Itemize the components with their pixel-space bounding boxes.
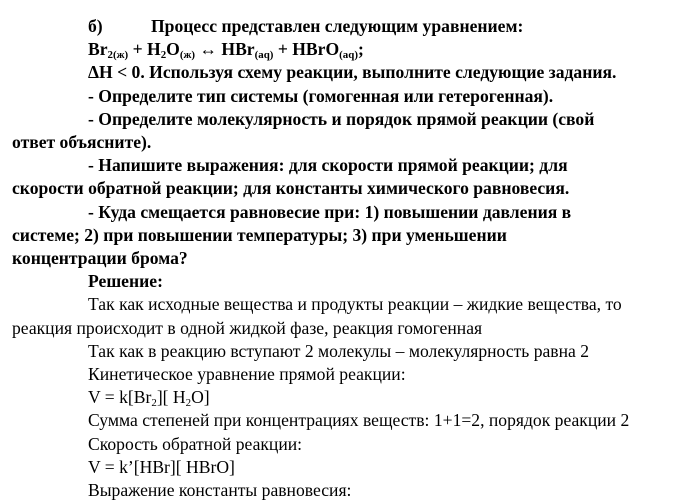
question-rate-expressions: - Напишите выражения: для скорости прямой реакции; для (88, 155, 568, 176)
eq-h2o-o: O (166, 39, 180, 60)
solution-paragraph-phase: Так как исходные вещества и продукты реакции – жидкие вещества, то (88, 294, 622, 315)
eq-h2o-phase: (ж) (179, 49, 195, 62)
eq-hbro-phase: (aq) (339, 49, 358, 62)
question-system-type: - Определите тип системы (гомогенная или гетерогенная). (88, 85, 554, 106)
eq-br2-phase: (ж) (113, 49, 129, 62)
solution-equilibrium-label: Выражение константы равновесия: (88, 480, 352, 501)
eq-hbr: HBr (221, 39, 255, 60)
question-molecularity-cont: ответ объясните). (12, 132, 152, 153)
rate-forward-expression (12, 386, 678, 409)
solution-paragraph-phase-cont: реакция происходит в одной жидкой фазе, реакция гомогенная (12, 317, 483, 338)
question-molecularity: - Определите молекулярность и порядок прямой реакции (свой (88, 108, 595, 129)
rate-forward-mid: ][ H (156, 387, 186, 408)
eq-hbr-phase: (aq) (254, 49, 274, 62)
eq-br2-sub: 2 (107, 49, 113, 62)
question-equilibrium-shift: - Куда смещается равновесие при: 1) повышении давления в (88, 201, 572, 222)
solution-heading: Решение: (88, 271, 163, 292)
rate-forward-pre: V = k[Br (88, 387, 152, 408)
rate-forward-post: O] (191, 387, 210, 408)
rate-reverse-expression: V = k’[HBr][ HBrO] (88, 456, 235, 477)
eq-plus: + (128, 39, 147, 60)
delta-h-line: ΔH < 0. Используя схему реакции, выполните следующие задания. (88, 62, 617, 83)
question-rate-expressions-cont: скорости обратной реакции; для константы химического равновесия. (12, 178, 570, 199)
task-intro: Процесс представлен следующим уравнением: (151, 16, 524, 36)
solution-kinetic-label: Кинетическое уравнение прямой реакции: (88, 364, 406, 385)
eq-br2: Br (88, 39, 108, 60)
solution-order: Сумма степеней при концентрациях веществ: 1+1=2, порядок реакции 2 (88, 410, 630, 431)
solution-molecularity: Так как в реакцию вступают 2 молекулы – молекулярность равна 2 (88, 340, 590, 361)
question-equilibrium-shift-end: концентрации брома? (12, 248, 188, 269)
eq-end: ; (357, 39, 364, 60)
eq-hbro: HBrO (292, 39, 340, 60)
question-equilibrium-shift-cont: системе; 2) при повышении температуры; 3) при уменьшении (12, 224, 507, 245)
eq-plus-2: + (273, 39, 293, 60)
eq-h2o-sub: 2 (160, 49, 167, 62)
task-intro-line (12, 15, 678, 38)
rate-forward-sub1: 2 (151, 397, 157, 410)
rate-forward-sub2: 2 (185, 397, 192, 410)
task-label: б) (88, 16, 103, 36)
eq-h2o-h: H (147, 39, 161, 60)
solution-reverse-label: Скорость обратной реакции: (88, 433, 303, 454)
reaction-equation (12, 38, 678, 61)
eq-arrow: ↔ (195, 39, 222, 60)
